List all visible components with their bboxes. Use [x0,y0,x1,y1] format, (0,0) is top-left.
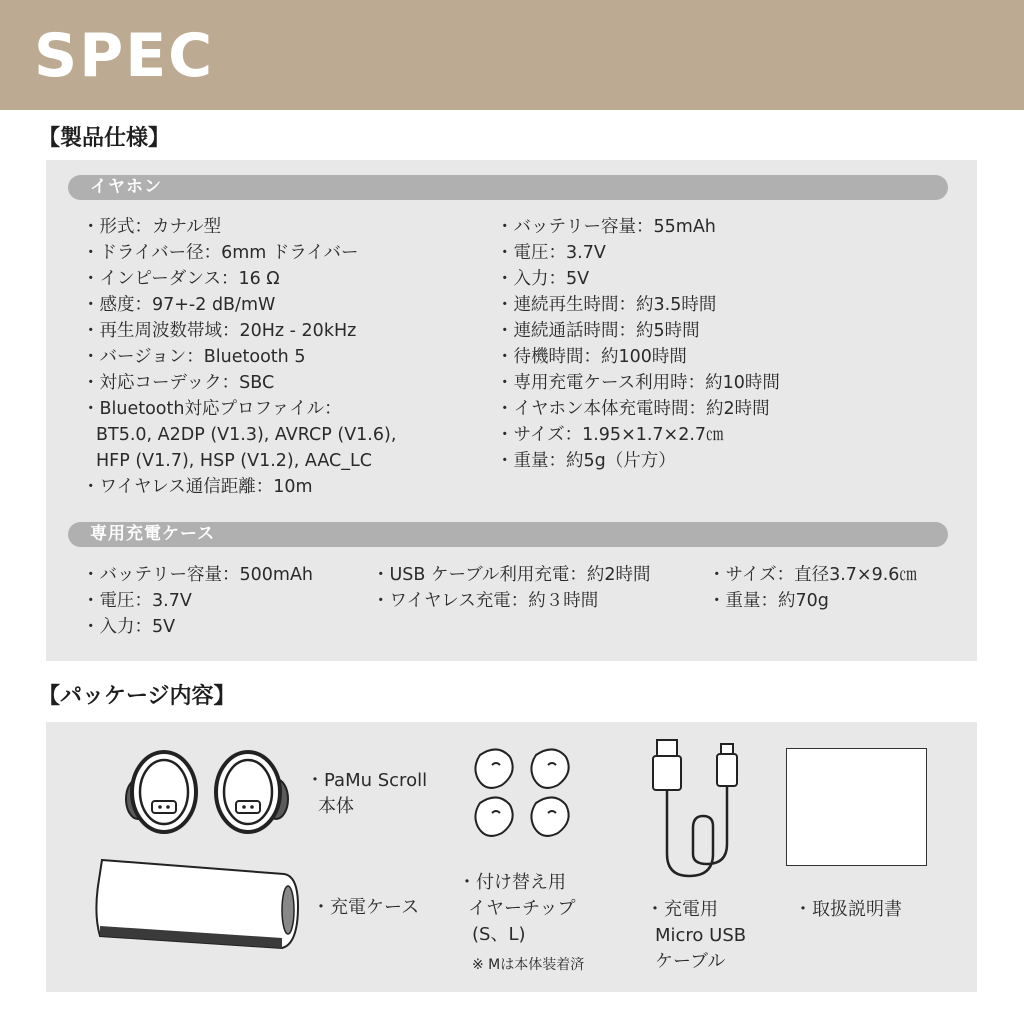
earphone-spec-list-right [496,214,780,474]
usb-cable-icon [645,736,745,886]
header-banner [0,0,1024,110]
cable-label-line1: ・充電用 [646,899,718,920]
manual-icon [786,748,927,866]
earphone-header [68,175,948,200]
case-header-label: 専用充電ケース [90,524,216,544]
spec-item-continuation: BT5.0, A2DP (V1.3), AVRCP (V1.6), [96,425,397,445]
cable-label-line2: Micro USB [655,925,747,946]
spec-item: ・待機時間：約100時間 [496,347,687,367]
left-earbud-icon [126,752,196,832]
eartips-note: ※ Mは本体装着済 [472,957,585,973]
manual-label: ・取扱説明書 [794,899,902,920]
spec-item: ・電圧：3.7V [496,243,606,263]
spec-item: ・インピーダンス：16 Ω [82,269,280,289]
case-spec-list-1 [82,562,313,640]
case-spec-list-3 [708,562,917,614]
spec-item: ・連続再生時間：約3.5時間 [496,295,717,315]
spec-item: ・サイズ：直径3.7×9.6㎝ [708,565,917,585]
right-earbud-icon [216,752,288,832]
earbuds-label-line2: 本体 [318,796,354,817]
cable-label-line3: ケーブル [655,951,726,972]
eartips-label-line2: イヤーチップ [468,898,576,919]
case-label: ・充電ケース [312,897,420,918]
earbuds-label-line1: ・PaMu Scroll [306,770,428,791]
spec-item: ・イヤホン本体充電時間：約2時間 [496,399,770,419]
case-spec-list-2 [372,562,651,614]
eartips-label-line1: ・付け替え用 [458,872,566,893]
page-title: SPEC [34,21,215,91]
spec-item: ・形式：カナル型 [82,217,222,237]
spec-item: ・重量：約5g（片方） [496,451,676,471]
spec-item: ・USB ケーブル利用充電：約2時間 [372,565,651,585]
spec-item: ・バッテリー容量：500mAh [82,565,314,585]
spec-item: ・バージョン：Bluetooth 5 [82,347,306,367]
spec-item: ・電圧：3.7V [82,591,192,611]
spec-item: ・重量：約70g [708,591,829,611]
spec-item: ・入力：5V [82,617,176,637]
spec-section-title: 【製品仕様】 [38,126,171,151]
case-header [68,522,948,547]
charging-case-icon [94,856,304,952]
spec-item: ・連続通話時間：約5時間 [496,321,700,341]
spec-item: ・ドライバー径：6mm ドライバー [82,243,359,263]
spec-item: ・専用充電ケース利用時：約10時間 [496,373,780,393]
spec-item: ・入力：5V [496,269,590,289]
ear-tips-icon [470,745,580,845]
earbuds-image [118,745,293,845]
spec-item: ・ワイヤレス通信距離：10m [82,477,313,497]
spec-item: ・バッテリー容量：55mAh [496,217,716,237]
spec-item-continuation: HFP (V1.7), HSP (V1.2), AAC_LC [96,451,372,471]
spec-item: ・ワイヤレス充電：約３時間 [372,591,599,611]
spec-item: ・再生周波数帯域：20Hz - 20kHz [82,321,357,341]
spec-item: ・Bluetooth対応プロファイル： [82,399,342,419]
earphone-spec-list-left [82,214,396,500]
earphone-header-label: イヤホン [90,177,162,197]
spec-item: ・対応コーデック：SBC [82,373,275,393]
spec-item: ・サイズ：1.95×1.7×2.7㎝ [496,425,724,445]
spec-item: ・感度：97+-2 dB/mW [82,295,276,315]
package-section-title: 【パッケージ内容】 [38,684,236,709]
eartips-label-line3: (S、L) [472,924,526,945]
